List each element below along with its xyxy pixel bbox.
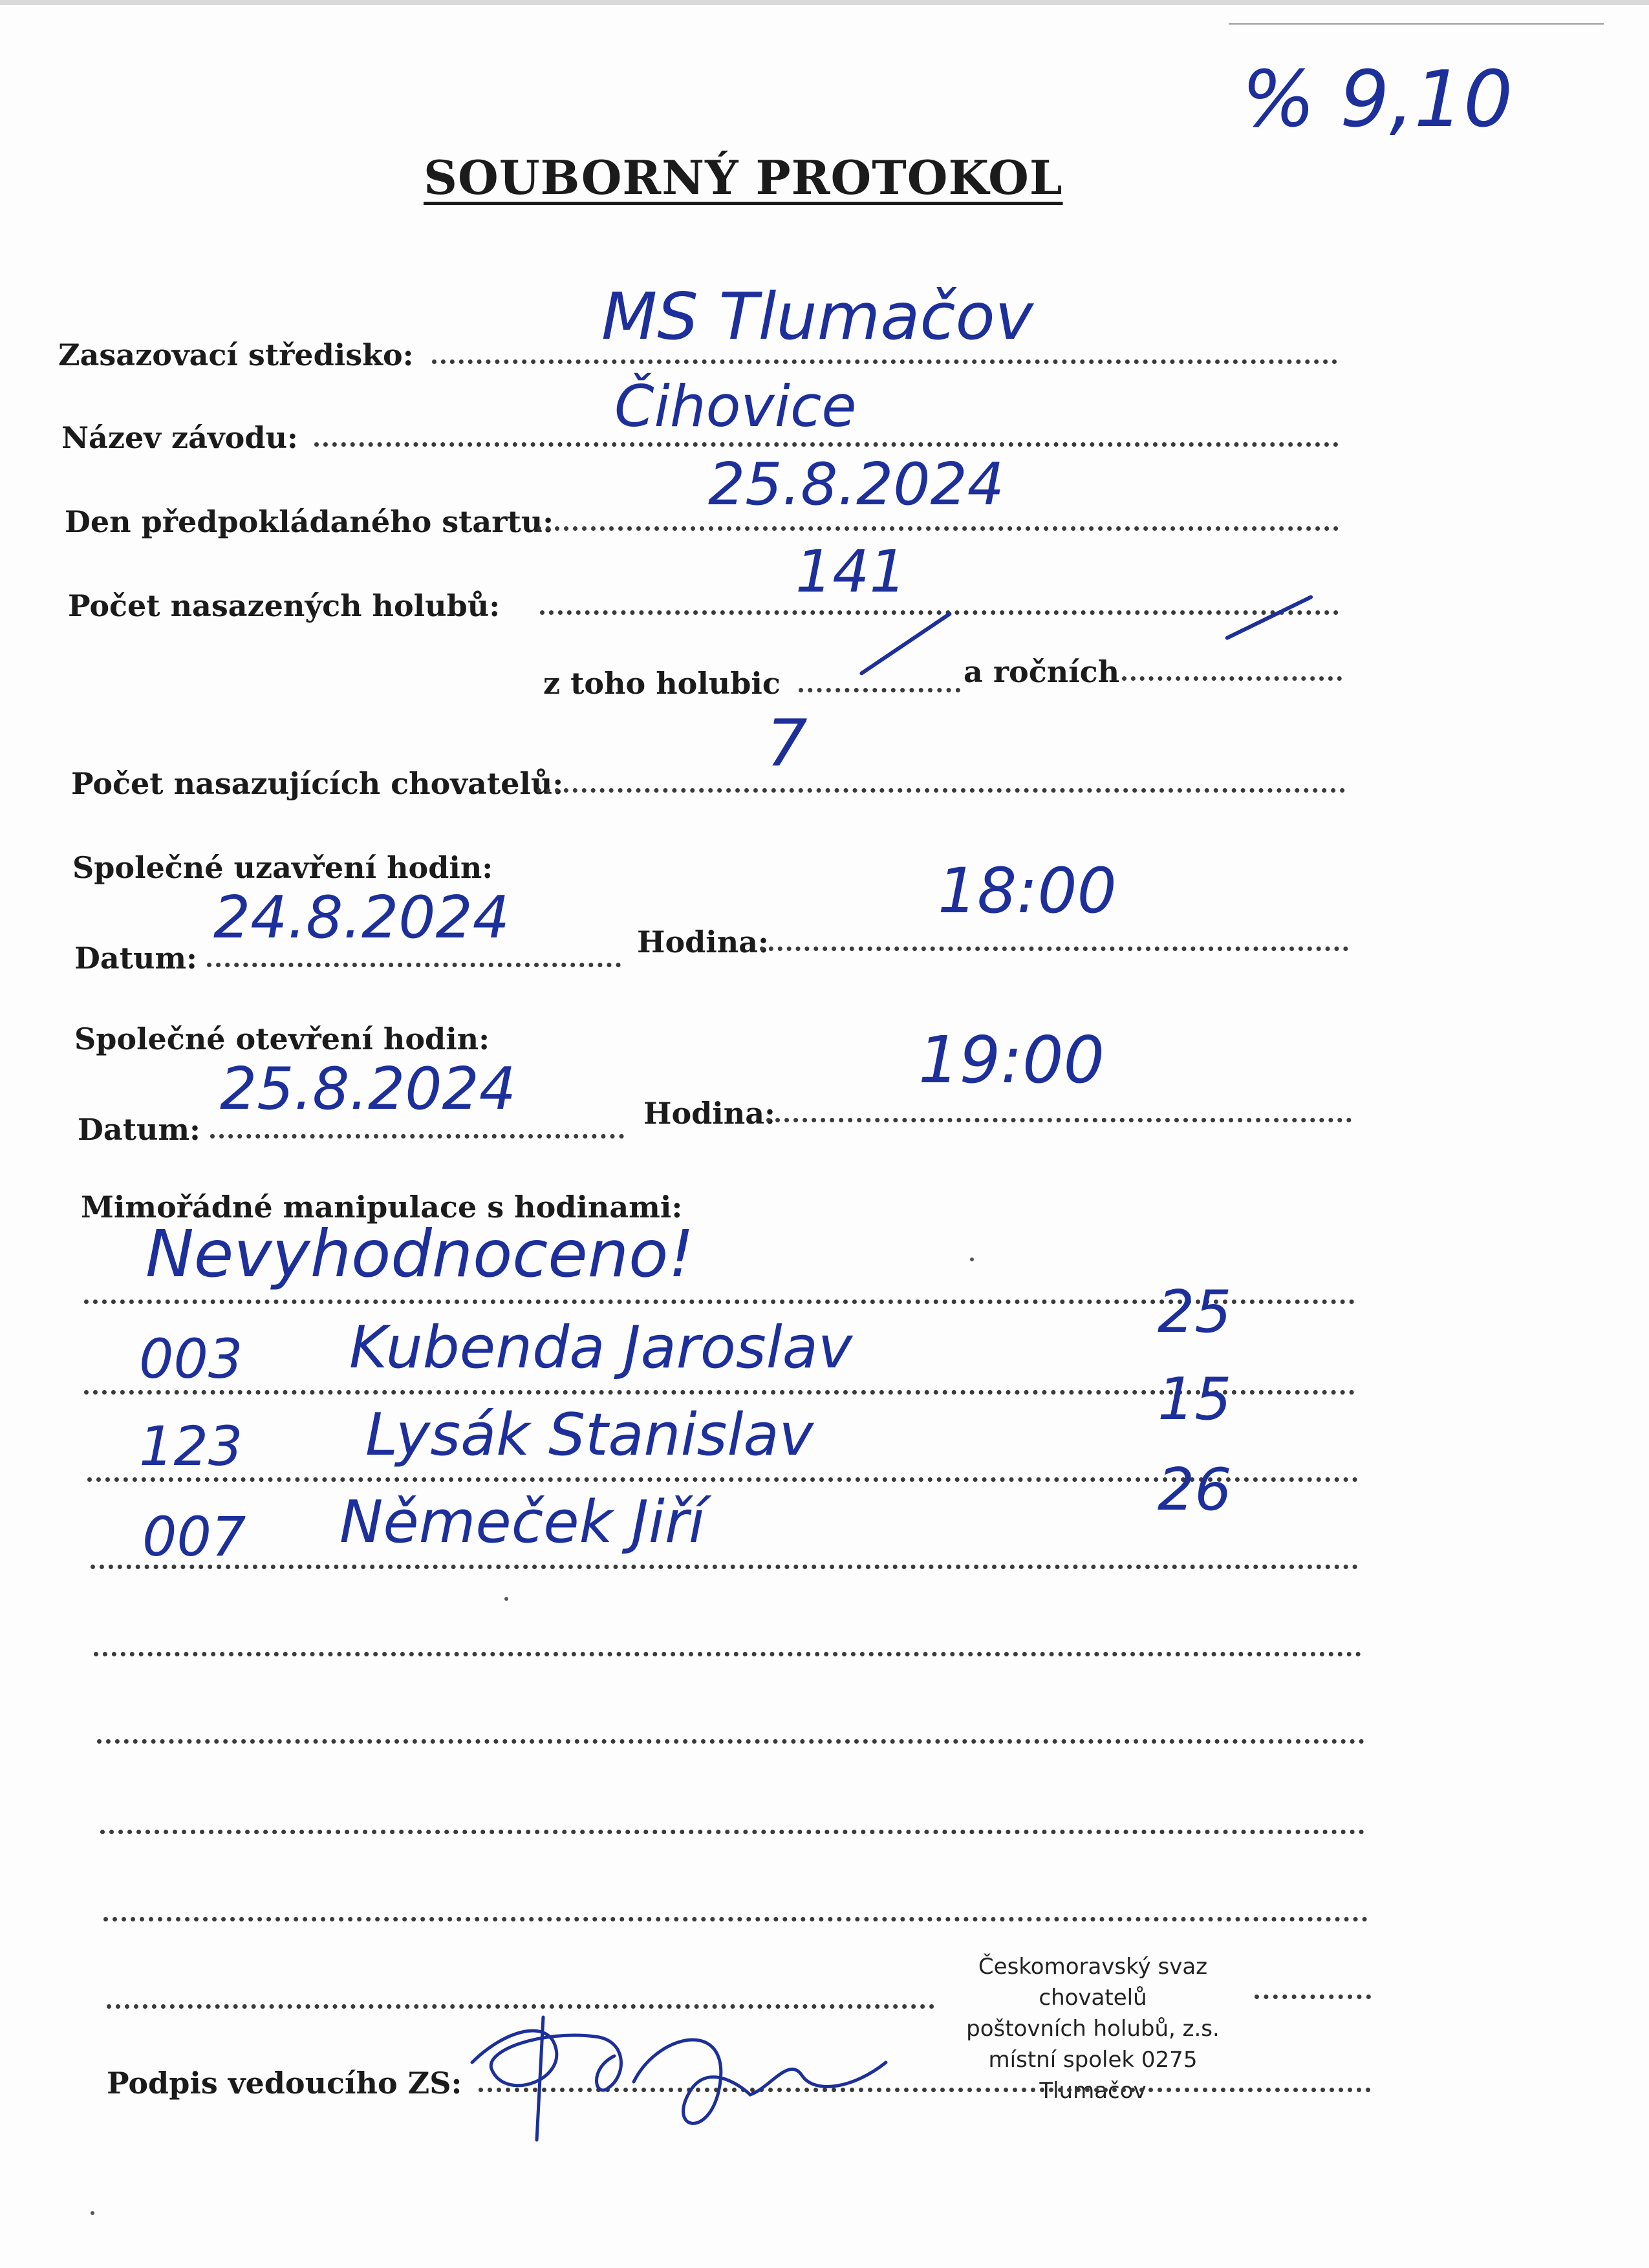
- document-title: SOUBORNÝ PROTOKOL: [424, 150, 1063, 205]
- label-nazev-zavodu: Název závodu:: [61, 420, 298, 455]
- label-den-startu: Den předpokládaného startu:: [65, 504, 554, 539]
- row-number: 007: [142, 1505, 246, 1568]
- row-name: Kubenda Jaroslav: [349, 1314, 853, 1382]
- row-count: 26: [1158, 1456, 1232, 1524]
- label-zasazovaci-stredisko: Zasazovací středisko:: [58, 337, 414, 372]
- dotted-line: [207, 963, 621, 967]
- value-nazev-zavodu: Čihovice: [614, 373, 857, 440]
- stamp-line: Tlumačov: [1039, 2078, 1147, 2104]
- label-podpis: Podpis vedoucího ZS:: [107, 2066, 462, 2101]
- value-z-toho-holubic: [859, 611, 952, 676]
- value-pocet-chovatelu: 7: [766, 705, 808, 781]
- dotted-line: [210, 1134, 624, 1139]
- stamp-line: poštovních holubů, z.s.: [966, 2016, 1220, 2042]
- dotted-line: [97, 1739, 1364, 1744]
- value-zasazovaci-stredisko: MS Tlumačov: [601, 279, 1033, 354]
- organization-stamp: [934, 1951, 1251, 2106]
- heading-uzavreni: Společné uzavření hodin:: [72, 850, 493, 885]
- dotted-line: [94, 1652, 1361, 1656]
- dotted-line: [766, 1118, 1352, 1122]
- corner-note: % 9,10: [1242, 55, 1513, 145]
- dotted-line: [537, 526, 1339, 531]
- value-a-rocnich: [1225, 595, 1313, 641]
- dotted-line: [91, 1565, 1358, 1569]
- label-pocet-holubu: Počet nasazených holubů:: [68, 588, 501, 623]
- row-count: 15: [1158, 1365, 1232, 1433]
- stamp-line: místní spolek 0275: [988, 2047, 1198, 2073]
- dotted-line: [1255, 1995, 1371, 1999]
- mimoradne-note: Nevyhodnoceno!: [146, 1216, 695, 1292]
- value-uzavreni-datum: 24.8.2024: [213, 884, 510, 952]
- value-otevreni-hodina: 19:00: [918, 1022, 1105, 1098]
- value-den-startu: 25.8.2024: [708, 451, 1005, 519]
- dotted-line: [314, 442, 1339, 447]
- row-name: Lysák Stanislav: [365, 1401, 814, 1469]
- dotted-line: [799, 688, 960, 692]
- value-uzavreni-hodina: 18:00: [938, 855, 1117, 927]
- label-otevreni-hodina: Hodina:: [643, 1096, 776, 1131]
- dotted-line: [103, 1917, 1368, 1921]
- value-otevreni-datum: 25.8.2024: [220, 1055, 517, 1123]
- dotted-line: [540, 610, 1339, 615]
- dotted-line: [100, 1830, 1364, 1834]
- dotted-line: [760, 947, 1348, 951]
- value-pocet-holubu: 141: [795, 538, 907, 606]
- scan-edge-line: [1229, 23, 1604, 25]
- signature-mark: [466, 1991, 892, 2146]
- label-pocet-chovatelu: Počet nasazujících chovatelů:: [71, 766, 564, 801]
- label-otevreni-datum: Datum:: [78, 1112, 201, 1147]
- label-uzavreni-datum: Datum:: [74, 941, 198, 976]
- heading-otevreni: Společné otevření hodin:: [74, 1022, 490, 1056]
- dotted-line: [432, 359, 1337, 364]
- label-z-toho-holubic: z toho holubic: [543, 666, 781, 701]
- heading-mimoradne: Mimořádné manipulace s hodinami:: [81, 1190, 683, 1225]
- row-number: 123: [139, 1415, 243, 1478]
- row-count: 25: [1158, 1278, 1232, 1346]
- scan-speck: [504, 1597, 508, 1601]
- dotted-line: [1122, 676, 1342, 681]
- scan-speck: [91, 2211, 94, 2215]
- label-uzavreni-hodina: Hodina:: [637, 925, 770, 959]
- scan-edge: [0, 0, 1649, 5]
- stamp-line: Českomoravský svaz chovatelů: [978, 1954, 1208, 2011]
- dotted-line: [537, 788, 1345, 793]
- label-a-rocnich: a ročních: [964, 654, 1120, 689]
- scan-speck: [970, 1257, 974, 1261]
- row-name: Němeček Jiří: [339, 1488, 705, 1556]
- row-number: 003: [139, 1327, 243, 1391]
